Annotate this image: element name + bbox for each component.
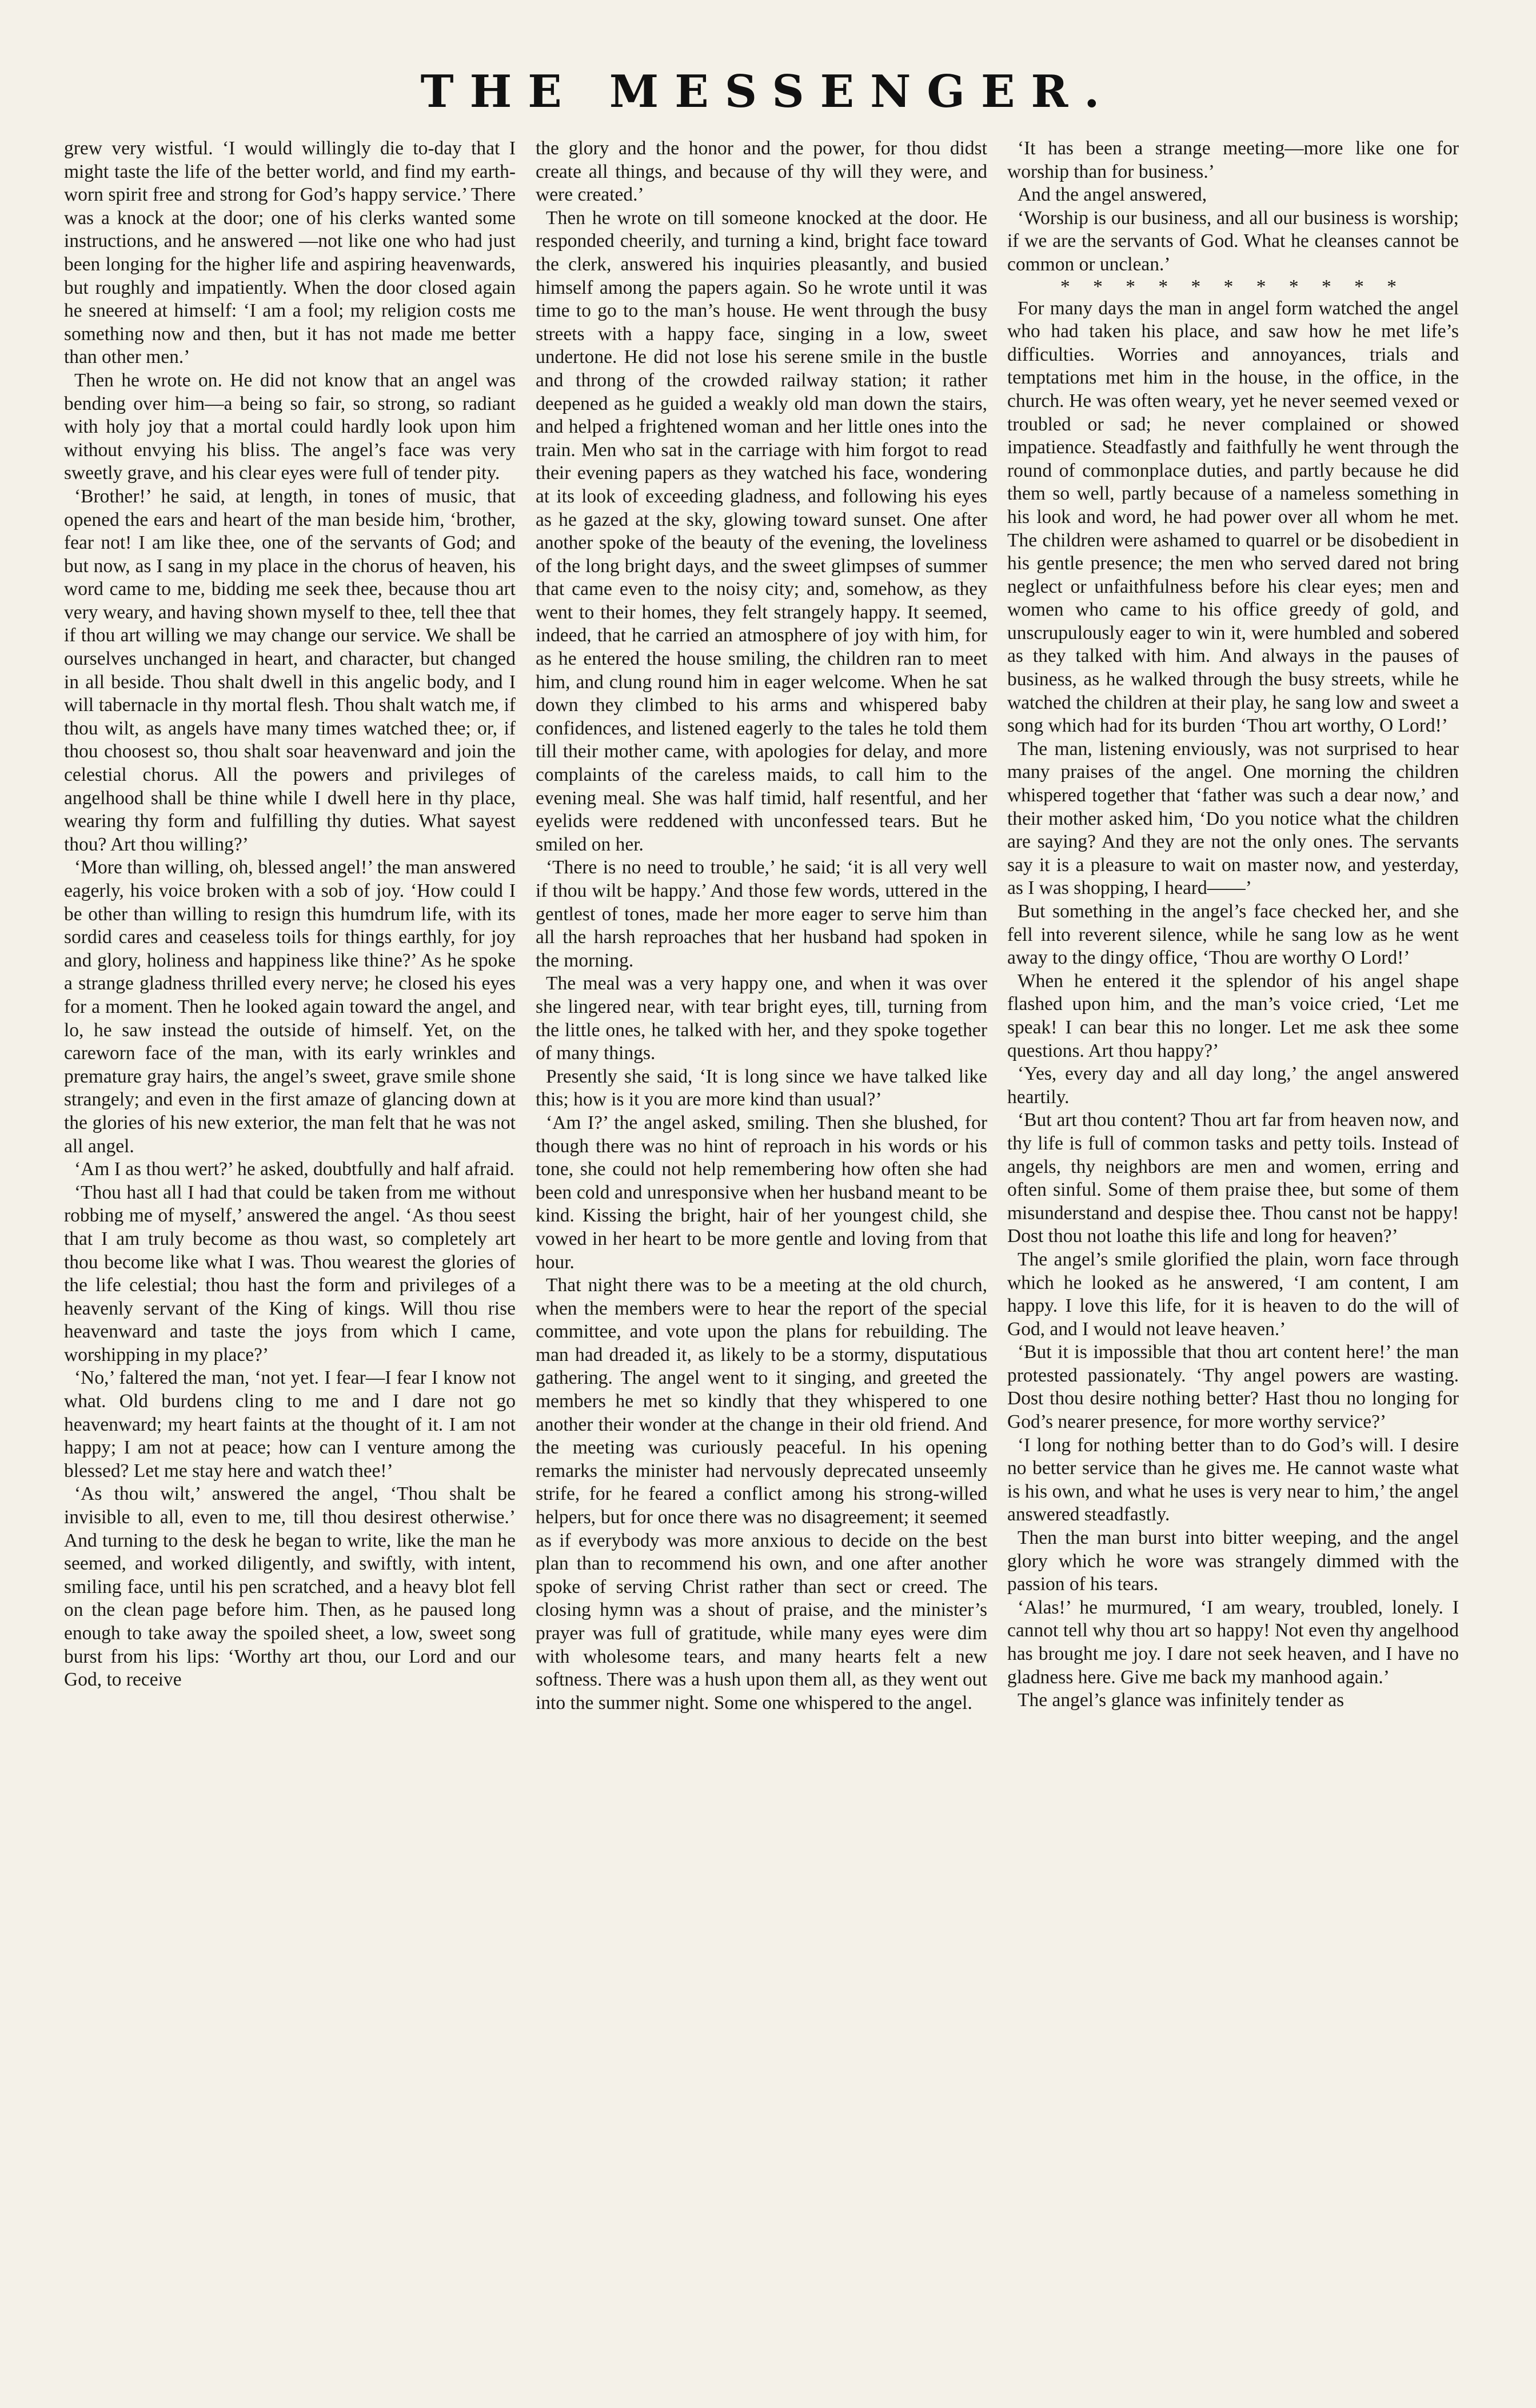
article-columns (64, 137, 1459, 2383)
paragraph: the glory and the honor and the power, for thou didst create all things, and because of thy will they were, and were created.’ (536, 138, 987, 206)
paragraph: But something in the angel’s face checked her, and she fell into reverent silence, while he sang low as he went away to the dingy office, ‘Thou are worthy O Lord!’ (1007, 901, 1459, 969)
paragraph: Then he wrote on. He did not know that an angel was bending over him—a being so fair, so strong, so radiant with holy joy that a mortal could hardly look upon him without envying his bliss. The angel’s face was very sweetly grave, and his clear eyes were full of tender pity. (64, 369, 516, 484)
paragraph: ‘Yes, every day and all day long,’ the angel answered heartily. (1007, 1063, 1459, 1108)
paragraph: ‘Alas!’ he murmured, ‘I am weary, troubled, lonely. I cannot tell why thou art so happy! Not even thy angelhood has brought me joy. I dare not seek heaven, and I have no gladness here. Give me back my manhood again.’ (1007, 1596, 1459, 1688)
paragraph: The angel’s smile glorified the plain, worn face through which he looked as he answered, ‘I am content, I am happy. I love this life, for it is heaven to do the will of God, and I would not leave heaven.’ (1007, 1248, 1459, 1340)
paragraph: The man, listening enviously, was not surprised to hear many praises of the angel. One morning the children whispered together that ‘father was such a dear now,’ and their mother asked him, ‘Do you notice what the children are saying? And they are not the only ones. The servants say it is a pleasure to wait on master now, and yesterday, as I was shopping, I heard——’ (1007, 738, 1459, 899)
column-3 (1007, 137, 1459, 2383)
paragraph: ‘No,’ faltered the man, ‘not yet. I fear—I fear I know not what. Old burdens cling to me and I dare not go heavenward; my heart faints at the thought of it. I am not happy; I am not at peace; how can I venture among the blessed? Let me stay here and watch thee!’ (64, 1367, 516, 1481)
paragraph: ‘Brother!’ he said, at length, in tones of music, that opened the ears and heart of the man beside him, ‘brother, fear not! I am like thee, one of the servants of God; and but now, as I sang in my place in the chorus of heaven, his word came to me, bidding me seek thee, because thou art very weary, and having shown myself to thee, tell thee that if thou art willing we may change our service. We shall be ourselves unchanged in heart, and character, but changed in all beside. Thou shalt dwell in this angelic body, and I will tabernacle in thy mortal flesh. Thou shalt watch me, if thou wilt, as angels have many times watched thee; or, if thou choosest so, thou shalt soar heavenward and join the celestial chorus. All the powers and privileges of angelhood shall be thine while I dwell here in thy place, wearing thy form and fulfilling thy duties. What sayest thou? Art thou willing?’ (64, 485, 516, 855)
paragraph: ‘As thou wilt,’ answered the angel, ‘Thou shalt be invisible to all, even to me, till thou desirest otherwise.’ And turning to the desk he began to write, like the man he seemed, and worked diligently, and swiftly, with intent, smiling face, until his pen scratched, and a heavy blot fell on the clean page before him. Then, as he paused long enough to take away the spoiled sheet, a low, sweet song burst from his lips: ‘Worthy art thou, our Lord and our God, to receive (64, 1483, 516, 1691)
paragraph: ‘Worship is our business, and all our business is worship; if we are the servants of God. What he cleanses cannot be common or unclean.’ (1007, 207, 1459, 275)
paragraph: That night there was to be a meeting at the old church, when the members were to hear the report of the special committee, and vote upon the plans for rebuilding. The man had dreaded it, as likely to be a stormy, disputatious gathering. The angel went to it singing, and greeted the members he met so kindly that they whispered to one another their wonder at the change in their old friend. And the meeting was curiously peaceful. In his opening remarks the minister had nervously deprecated unseemly strife, for he feared a conflict among his strong-willed helpers, but for once there was no disagreement; it seemed as if everybody was more anxious to decide on the best plan than to recommend his own, and one after another spoke of serving Christ rather than sect or creed. The closing hymn was a shout of praise, and the minister’s prayer was full of gratitude, while many eyes were dim with wholesome tears, and many hearts felt a new softness. There was a hush upon them all, as they went out into the summer night. Some one whispered to the angel. (536, 1275, 987, 1714)
column-2 (536, 137, 987, 2383)
paragraph: ‘I long for nothing better than to do God’s will. I desire no better service than he gives me. He cannot waste what is his own, and what he uses is very near to him,’ the angel answered steadfastly. (1007, 1434, 1459, 1526)
paragraph: Then the man burst into bitter weeping, and the angel glory which he wore was strangely dimmed with the passion of his tears. (1007, 1527, 1459, 1595)
column-1 (64, 137, 516, 2383)
masthead-title: THE MESSENGER. (420, 66, 1116, 118)
paragraph: Presently she said, ‘It is long since we have talked like this; how is it you are more kind than usual?’ (536, 1065, 987, 1111)
paragraph: The meal was a very happy one, and when it was over she lingered near, with tear bright eyes, till, turning from the little ones, he talked with her, and they spoke together of many things. (536, 973, 987, 1064)
paragraph: ‘More than willing, oh, blessed angel!’ the man answered eagerly, his voice broken with a sob of joy. ‘How could I be other than willing to resign this humdrum life, with its sordid cares and ceaseless toils for things earthly, for joy and glory, holiness and happiness like thine?’ As he spoke a strange gladness thrilled every nerve; he closed his eyes for a moment. Then he looked again toward the angel, and lo, he saw instead the outside of himself. Yet, on the careworn face of the man, with its early wrinkles and premature gray hairs, the angel’s sweet, grave smile shone strangely; and even in the first amaze of glancing down at the glories of his new exterior, the man felt that he was not all angel. (64, 857, 516, 1157)
paragraph: And the angel answered, (1018, 184, 1207, 206)
paragraph: ‘Am I as thou wert?’ he asked, doubtfully and half afraid. (74, 1159, 514, 1180)
paragraph: grew very wistful. ‘I would willingly die to-day that I might taste the life of the better world, and find my earth-worn spirit free and strong for God’s happy service.’ There was a knock at the door; one of his clerks wanted some instructions, and he answered —not like one who had just been longing for the higher life and aspiring heavenwards, but roughly and impatiently. When the door closed again he sneered at himself: ‘I am a fool; my religion costs me something now and then, but it has not made me better than other men.’ (64, 138, 516, 368)
paragraph: For many days the man in angel form watched the angel who had taken his place, and saw how he met life’s difficulties. Worries and annoyances, trials and temptations met him in the house, in the office, in the church. He was often weary, yet he never seemed vexed or troubled or sad; he never complained or showed impatience. Steadfastly and faithfully he went through the round of commonplace duties, and partly because he did them so well, partly because of a nameless something in his look and word, he had power over all whom he met. The children were ashamed to quarrel or be disobedient in his gentle presence; the men who served dared not bring neglect or unfaithfulness before his clear eyes; men and women who came to his office greedy of gold, and unscrupulously eager to win it, were humbled and sobered as they talked with him. And always in the pauses of business, as he walked through the busy streets, while he watched the children at their play, he sang low and sweet a song which had for its burden ‘Thou art worthy, O Lord!’ (1007, 297, 1459, 737)
paragraph: ‘There is no need to trouble,’ he said; ‘it is all very well if thou wilt be happy.’ And those few words, uttered in the gentlest of tones, made her more eager to serve him than all the harsh reproaches that her husband had spoken in the morning. (536, 857, 987, 971)
paragraph: When he entered it the splendor of his angel shape flashed upon him, and the man’s voice cried, ‘Let me speak! I can bear this no longer. Let me ask thee some questions. Art thou happy?’ (1007, 970, 1459, 1061)
paragraph: ‘Thou hast all I had that could be taken from me without robbing me of myself,’ answered the angel. ‘As thou seest that I am truly become as thou wast, so completely art thou become like what I was. Thou wearest the glories of the life celestial; thou hast the form and privileges of a heavenly servant of the King of kings. Will thou rise heavenward and taste the joys from which I came, worshipping in my place?’ (64, 1181, 516, 1365)
paragraph: Then he wrote on till someone knocked at the door. He responded cheerily, and turning a kind, bright face toward the clerk, answered his inquiries pleasantly, and busied himself among the papers again. So he wrote until it was time to go to the man’s house. He went through the busy streets with a happy face, singing in a low, sweet undertone. He did not lose his serene smile in the bustle and throng of the crowded railway station; it rather deepened as he guided a weakly old man down the stairs, and helped a frightened woman and her little ones into the train. Men who sat in the carriage with him forgot to read their evening papers as they watched his face, wondering at its look of exceeding gladness, and following his eyes as he gazed at the sky, glowing toward sunset. One after another spoke of the beauty of the evening, the loveliness of the long bright days, and the sweet glimpses of summer that came even to the noisy city; and, somehow, as they went to their homes, they felt strangely happy. It seemed, indeed, that he carried an atmosphere of joy with him, for as he entered the house smiling, the children ran to meet him, and clung round him in eager welcome. When he sat down they climbed to his arms and whispered baby confidences, and listened eagerly to the tales he told them till their mother came, with apologies for delay, and more complaints of the careless maids, to call him to the evening meal. She was half timid, half resentful, and her eyelids were reddened with unconfessed tears. But he smiled on her. (536, 207, 987, 855)
section-break: * * * * * * * * * * * (1060, 275, 1406, 297)
paragraph: ‘It has been a strange meeting—more like one for worship than for business.’ (1007, 138, 1459, 182)
paragraph: ‘But art thou content? Thou art far from heaven now, and thy life is full of common tasks and petty toils. Instead of angels, thy neighbors are men and women, erring and often sinful. Some of them praise thee, but some of them misunderstand and despise thee. Thou canst not be happy! Dost thou not loathe this life and long for heaven?’ (1007, 1109, 1459, 1247)
paragraph: ‘Am I?’ the angel asked, smiling. Then she blushed, for though there was no hint of reproach in his words or his tone, she could not help remembering how often she had been cold and unresponsive when her husband meant to be kind. Kissing the bright, hair of her youngest child, she vowed in her heart to be more gentle and loving from that hour. (536, 1112, 987, 1273)
paragraph: ‘But it is impossible that thou art content here!’ the man protested passionately. ‘Thy angel powers are wasting. Dost thou desire nothing better? Hast thou no longing for God’s nearer presence, for more worthy service?’ (1007, 1341, 1459, 1433)
paragraph: The angel’s glance was infinitely tender as (1018, 1690, 1345, 1711)
